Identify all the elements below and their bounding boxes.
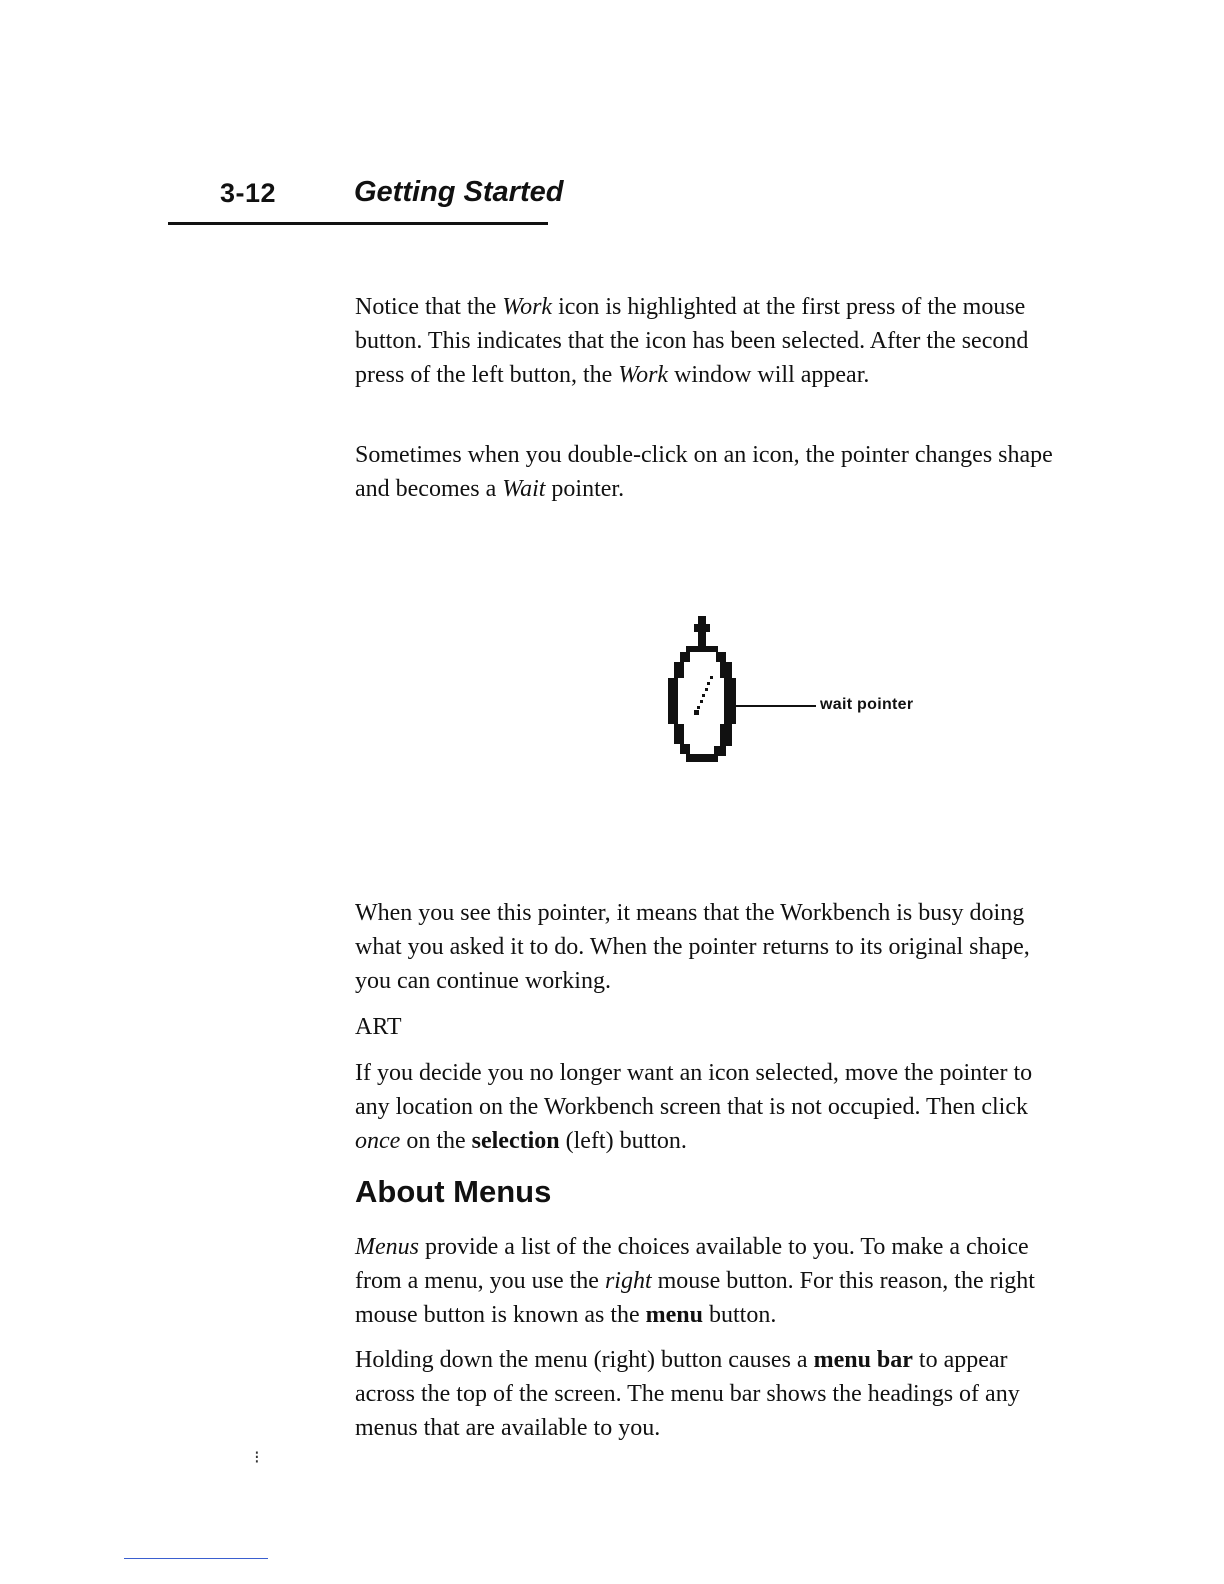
- bottom-rule: [124, 1558, 268, 1559]
- paragraph-busy: When you see this pointer, it means that the Workbench is busy doing what you asked it to do. When the pointer returns to its original shape, you can continue working.: [355, 900, 1030, 994]
- margin-mark: ⁝: [254, 1447, 260, 1467]
- wait-pointer-label: wait pointer: [820, 696, 914, 713]
- page-number: 3-12: [220, 178, 277, 208]
- about-menus-heading: About Menus: [355, 1174, 552, 1209]
- header-rule: [168, 222, 548, 225]
- wait-pointer-figure: [660, 612, 960, 802]
- paragraph-deselect: If you decide you no longer want an icon selected, move the pointer to any location on the Workbench screen that is not occupied. Then click once on the selection (left) button.: [355, 1060, 1033, 1154]
- paragraph-menus: Menus provide a list of the choices available to you. To make a choice from a menu, you use the right mouse button. For this reason, the right mouse button is known as the menu button.: [355, 1234, 1035, 1328]
- paragraph-menu-bar: Holding down the menu (right) button causes a menu bar to appear across the top of the screen. The menu bar shows the headings of any menus that are available to you.: [355, 1347, 1020, 1441]
- paragraph-work-icon: Notice that the Work icon is highlighted at the first press of the mouse button. This indicates that the icon has been selected. After the second press of the left button, the Work window will appear.: [355, 294, 1029, 388]
- paragraph-wait-intro: Sometimes when you double-click on an icon, the pointer changes shape and becomes a Wait pointer.: [355, 442, 1053, 502]
- art-placeholder: ART: [355, 1014, 402, 1040]
- section-title: Getting Started: [354, 176, 564, 208]
- wait-pointer-icon: [660, 612, 820, 802]
